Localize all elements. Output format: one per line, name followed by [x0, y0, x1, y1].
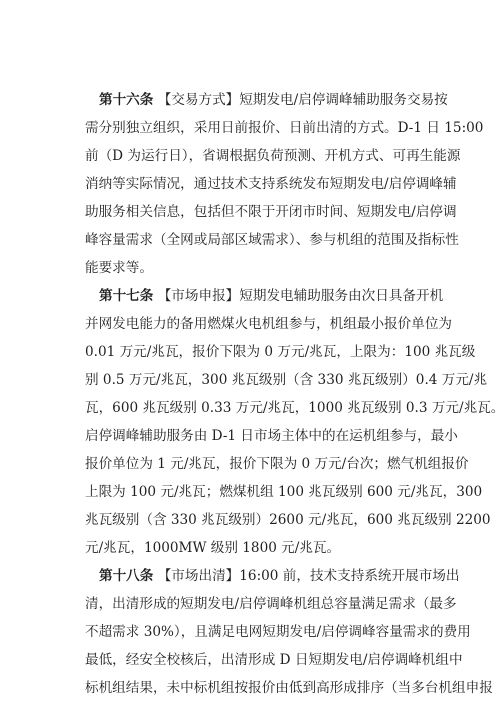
- article-18-line-3: 不超需求 30%），且满足电网短期发电/启停调峰容量需求的费用: [85, 624, 471, 640]
- article-16-line-2: 需分别独立组织，采用日前报价、日前出清的方式。D-1 日 15:00: [85, 120, 484, 136]
- article-17-line-9: 兆瓦级别（含 330 兆瓦级别）2600 元/兆瓦，600 兆瓦级别 2200: [85, 512, 491, 528]
- article-17-text: 【市场申报】短期发电辅助服务由次日具备开机: [157, 288, 444, 304]
- article-17-line-1: [85, 282, 444, 310]
- article-18: [85, 562, 493, 702]
- article-18-text: 【市场出清】16:00 前，技术支持系统开展市场出: [157, 568, 460, 584]
- article-16-line-6: 峰容量需求（全网或局部区域需求）、参与机组的范围及指标性: [85, 232, 459, 248]
- article-17-line-4: 别 0.5 万元/兆瓦，300 兆瓦级别（含 330 兆瓦级别）0.4 万元/兆: [85, 372, 488, 388]
- article-16-line-7: 能要求等。: [85, 260, 153, 276]
- article-16-text: 【交易方式】短期发电/启停调峰辅助服务交易按: [157, 92, 448, 108]
- article-17-heading: 第十七条: [99, 288, 154, 304]
- article-18-line-1: [85, 562, 460, 590]
- article-16: [85, 86, 484, 282]
- article-18-line-4: 最低，经安全校核后，出清形成 D 日短期发电/启停调峰机组中: [85, 652, 463, 668]
- article-17-line-2: 并网发电能力的备用燃煤火电机组参与，机组最小报价单位为: [85, 316, 453, 332]
- article-16-line-4: 消纳等实际情况，通过技术支持系统发布短期发电/启停调峰辅: [85, 176, 457, 192]
- article-18-heading: 第十八条: [99, 568, 154, 584]
- article-16-line-1: [85, 86, 448, 114]
- article-16-line-3: 前（D 为运行日），省调根据负荷预测、开机方式、可再生能源: [85, 148, 461, 164]
- article-17: [85, 282, 504, 562]
- article-17-line-8: 上限为 100 元/兆瓦；燃煤机组 100 兆瓦级别 600 元/兆瓦，300: [85, 484, 483, 500]
- article-17-line-6: 启停调峰辅助服务由 D-1 日市场主体中的在运机组参与，最小: [85, 428, 458, 444]
- document-body: [85, 86, 504, 702]
- article-17-line-7: 报价单位为 1 元/兆瓦，报价下限为 0 万元/台次；燃气机组报价: [85, 456, 469, 472]
- article-18-line-5: 标机组结果，未中标机组按报价由低到高形成排序（当多台机组申报: [85, 680, 493, 696]
- article-17-line-10: 元/兆瓦，1000MW 级别 1800 元/兆瓦。: [85, 540, 341, 556]
- article-16-heading: 第十六条: [99, 92, 154, 108]
- article-18-line-2: 清，出清形成的短期发电/启停调峰机组总容量满足需求（最多: [85, 596, 457, 612]
- article-17-line-5: 瓦，600 兆瓦级别 0.33 万元/兆瓦，1000 兆瓦级别 0.3 万元/兆瓦。: [85, 400, 504, 416]
- article-16-line-5: 助服务相关信息，包括但不限于开闭市时间、短期发电/启停调: [85, 204, 457, 220]
- article-17-line-3: 0.01 万元/兆瓦，报价下限为 0 万元/兆瓦，上限为：100 兆瓦级: [85, 344, 476, 360]
